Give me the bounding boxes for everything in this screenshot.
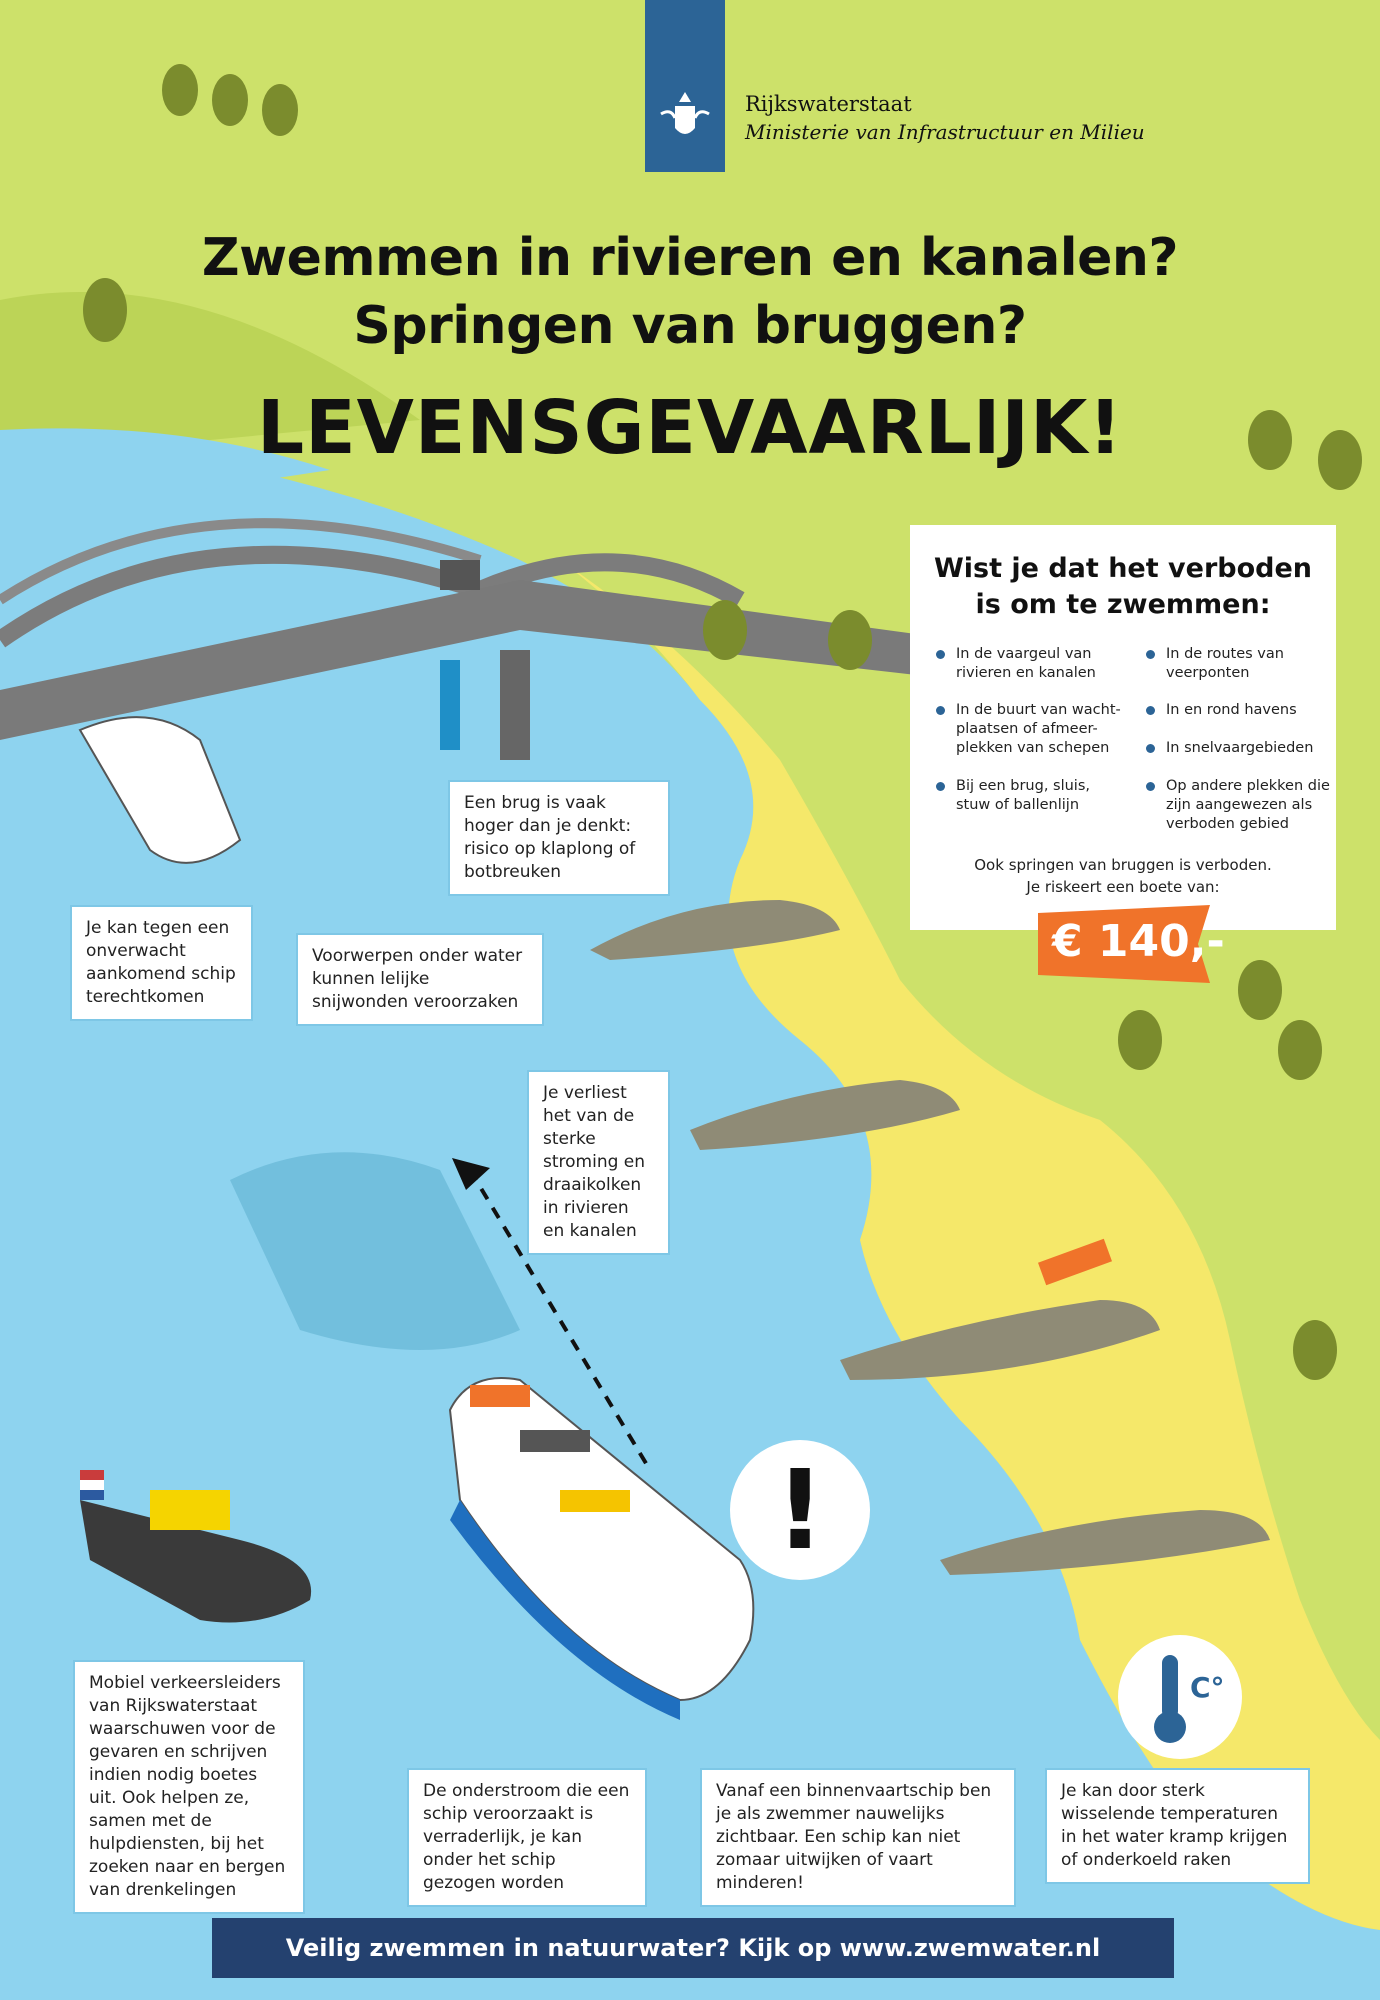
list-item: In snelvaargebieden [1146,739,1336,758]
panel-note-line-2: Je riskeert een boete van: [1026,878,1220,896]
prohibition-info-panel [910,525,1336,930]
list-item: Bij een brug, sluis, stuw of ballenlijn [936,777,1121,815]
thermometer-bubble [1118,1635,1242,1759]
exclamation-icon: ! [775,1446,826,1574]
callout-ship: Je kan tegen een onverwacht aankomend schip terechtkomen [70,905,253,1021]
headline: LEVENSGEVAARLIJK! [256,385,1124,471]
organization-name: Rijkswaterstaat [745,92,912,116]
callout-temperature: Je kan door sterk wisselende temperaturen in het water kramp krijgen of onderkoeld raken [1045,1768,1310,1884]
footer-banner[interactable]: Veilig zwemmen in natuurwater? Kijk op www.zwemwater.nl [212,1918,1174,1978]
callout-visibility: Vanaf een binnenvaartschip ben je als zwemmer nauwelijks zichtbaar. Een schip kan niet zomaar uitwijken of vaart minderen! [700,1768,1016,1907]
panel-heading-line-2: is om te zwemmen: [975,589,1271,620]
callout-undercurrent: De onderstroom die een schip veroorzaakt is verraderlijk, je kan onder het schip gezogen worden [407,1768,647,1907]
temperature-unit: C° [1190,1671,1225,1704]
list-item: Op andere plekken die zijn aangewezen als verboden gebied [1146,777,1336,834]
callout-current: Je verliest het van de sterke stroming en draaikolken in rivieren en kanalen [527,1070,670,1255]
ministry-name: Ministerie van Infrastructuur en Milieu [745,120,1145,144]
list-item: In de vaargeul van rivieren en kanalen [936,645,1116,683]
title-line-1: Zwemmen in rivieren en kanalen? [201,228,1179,288]
panel-heading-line-1: Wist je dat het verboden [933,553,1313,584]
callout-objects: Voorwerpen onder water kunnen lelijke snijwonden veroorzaken [296,933,544,1026]
callout-traffic: Mobiel verkeersleiders van Rijkswaterstaat waarschuwen voor de gevaren en schrijven indien nodig boetes uit. Ook helpen ze, samen met de hulpdiensten, bij het zoeken naar en bergen van drenkelingen [73,1660,305,1914]
rijkswaterstaat-logo [645,0,725,172]
title-line-2: Springen van bruggen? [353,296,1027,356]
callout-bridge: Een brug is vaak hoger dan je denkt: risico op klaplong of botbreuken [448,780,670,896]
crest-icon [657,88,713,146]
fine-amount: € 140,- [1052,916,1225,967]
list-item: In en rond havens [1146,701,1326,720]
panel-note-line-1: Ook springen van bruggen is verboden. [974,856,1272,874]
list-item: In de buurt van wacht-plaatsen of afmeer-plekken van schepen [936,701,1121,758]
list-item: In de routes van veerponten [1146,645,1326,683]
